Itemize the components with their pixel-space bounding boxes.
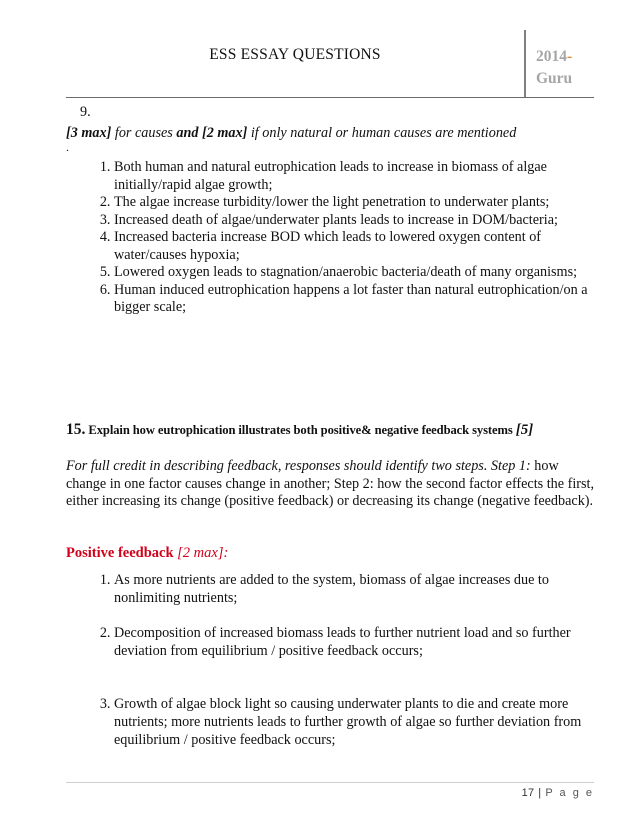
header-title: ESS ESSAY QUESTIONS xyxy=(209,46,381,63)
question-15-marks: [5] xyxy=(515,422,534,438)
positive-feedback-heading xyxy=(66,545,228,562)
header-year-block xyxy=(536,46,572,90)
credit-lead: For full credit in describing feedback, responses should identify two steps. Step 1: xyxy=(66,458,531,474)
question-9-list xyxy=(66,159,596,317)
page-header xyxy=(66,30,594,98)
list-item: 6. Human induced eutrophication happens a lot faster than natural eutrophication/on a bigger scale; xyxy=(114,282,596,317)
header-author: Guru xyxy=(536,70,573,87)
criteria-max-2: [2 max] xyxy=(201,124,248,141)
criteria-text-a: for causes xyxy=(111,124,177,141)
list-item: 3. Growth of algae block light so causing underwater plants to die and create more nutrients; more nutrients leads to further growth of algae so further deviation from equilibrium / positive feedback occurs; xyxy=(114,696,614,749)
list-item: 1. Both human and natural eutrophication leads to increase in biomass of algae initially/rapid algae growth; xyxy=(114,159,596,194)
question-15-number: 15. xyxy=(66,421,86,438)
question-15-heading xyxy=(66,421,606,439)
footer-separator: | xyxy=(538,787,542,799)
question-15-text: Explain how eutrophication illustrates both positive& negative feedback systems xyxy=(85,423,516,437)
footer-page-label xyxy=(522,787,594,799)
criteria-text-b: if only natural or human causes are mentioned xyxy=(247,124,517,141)
list-item: 2. The algae increase turbidity/lower the light penetration to underwater plants; xyxy=(114,194,596,212)
question-9-criteria xyxy=(66,125,596,143)
list-item: 5. Lowered oxygen leads to stagnation/anaerobic bacteria/death of many organisms; xyxy=(114,264,596,282)
footer-page-word: P a g e xyxy=(545,787,594,799)
positive-heading-colon: : xyxy=(223,545,229,561)
header-divider xyxy=(524,30,526,98)
list-item: 3. Increased death of algae/underwater plants leads to increase in DOM/bacteria; xyxy=(114,212,596,230)
question-9-section xyxy=(66,104,596,317)
list-item: 4. Increased bacteria increase BOD which leads to lowered oxygen content of water/causes hypoxia; xyxy=(114,229,596,264)
list-item: 2. Decomposition of increased biomass leads to further nutrient load and so further deviation from equilibrium / positive feedback occurs; xyxy=(114,625,614,660)
page-number: 17 xyxy=(521,787,535,799)
question-9-number: 9. xyxy=(80,104,91,120)
positive-heading-text: Positive feedback xyxy=(66,545,178,561)
credit-rest: how change in one factor causes change in another; Step 2: how the second factor effects the first, either increasing its change (positive feedback) or decreasing its change (negative feedback). xyxy=(66,458,595,510)
page-footer xyxy=(66,782,594,799)
criteria-max-3: [3 max] xyxy=(66,124,112,141)
header-year: 2014 xyxy=(536,48,567,65)
header-dash: - xyxy=(567,48,573,65)
credit-paragraph xyxy=(66,458,596,511)
positive-heading-marks: [2 max] xyxy=(177,545,224,561)
criteria-and: and xyxy=(176,124,199,141)
list-item: 1. As more nutrients are added to the system, biomass of algae increases due to nonlimiting nutrients; xyxy=(114,572,614,607)
header-rule xyxy=(66,97,594,98)
stray-dot: . xyxy=(66,140,69,155)
positive-feedback-list xyxy=(66,572,614,749)
